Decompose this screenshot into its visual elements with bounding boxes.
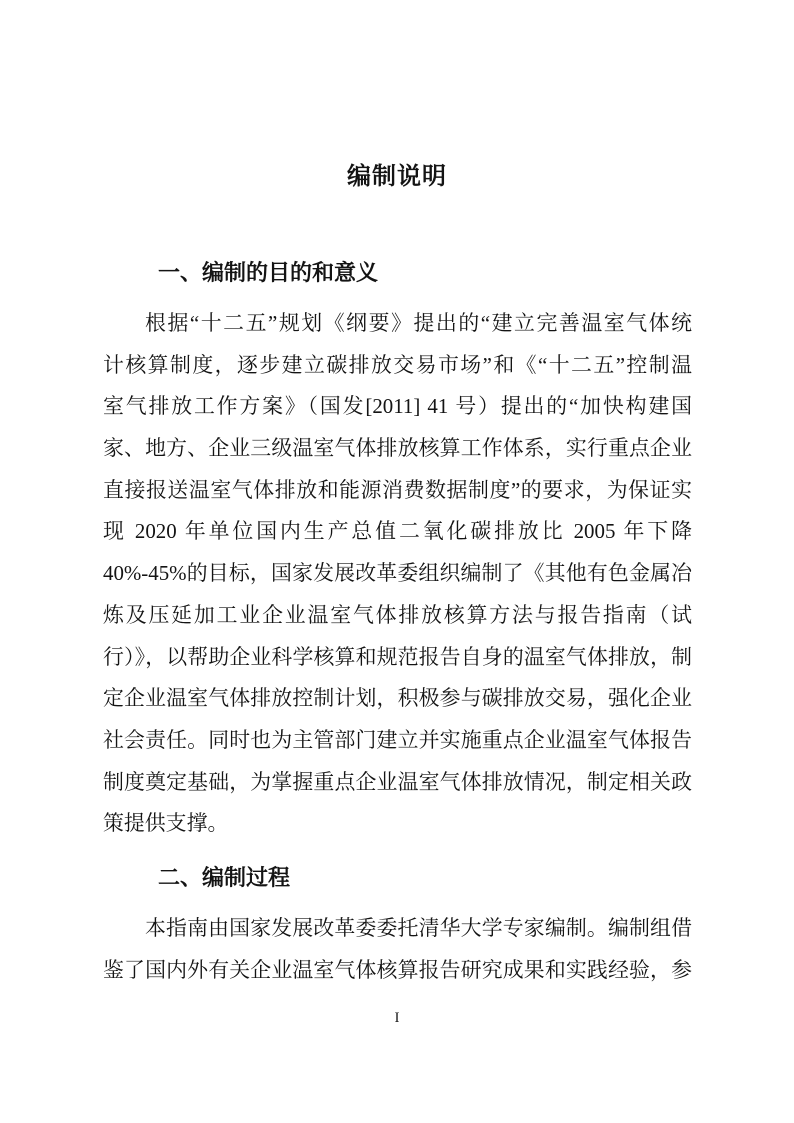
- paragraph-line: 制度奠定基础，为掌握重点企业温室气体排放情况，制定相关政: [103, 769, 692, 794]
- paragraph-line: 现 2020 年单位国内生产总值二氧化碳排放比 2005 年下降: [103, 519, 692, 544]
- document-title: 编制说明: [347, 163, 447, 190]
- paragraph-line: 40%-45%的目标，国家发展改革委组织编制了《其他有色金属冶: [103, 561, 692, 586]
- paragraph-line: 定企业温室气体排放控制计划，积极参与碳排放交易，强化企业: [103, 686, 692, 711]
- paragraph-line: 本指南由国家发展改革委委托清华大学专家编制。编制组借: [145, 916, 692, 940]
- paragraph-line: 策提供支撑。: [103, 811, 229, 836]
- paragraph-line: 炼及压延加工业企业温室气体排放核算方法与报告指南（试: [103, 602, 692, 627]
- paragraph-1: [103, 303, 692, 845]
- paragraph-line: 根据“十二五”规划《纲要》提出的“建立完善温室气体统: [145, 311, 692, 335]
- paragraph-line: 家、地方、企业三级温室气体排放核算工作体系，实行重点企业: [103, 436, 692, 461]
- paragraph-line: 室气排放工作方案》（国发[2011] 41 号）提出的“加快构建国: [103, 394, 692, 419]
- paragraph-line: 社会责任。同时也为主管部门建立并实施重点企业温室气体报告: [103, 727, 692, 752]
- paragraph-line: 行）》，以帮助企业科学核算和规范报告自身的温室气体排放，制: [103, 644, 692, 669]
- section-heading-1: 一、编制的目的和意义: [158, 260, 379, 285]
- paragraph-2: [103, 908, 692, 991]
- page-number: I: [394, 1010, 400, 1026]
- section-heading-2: 二、编制过程: [158, 865, 291, 890]
- paragraph-line: 计核算制度，逐步建立碳排放交易市场”和《“十二五”控制温: [103, 352, 692, 377]
- paragraph-line: 鉴了国内外有关企业温室气体核算报告研究成果和实践经验，参: [103, 957, 692, 982]
- paragraph-line: 直接报送温室气体排放和能源消费数据制度”的要求，为保证实: [103, 477, 692, 502]
